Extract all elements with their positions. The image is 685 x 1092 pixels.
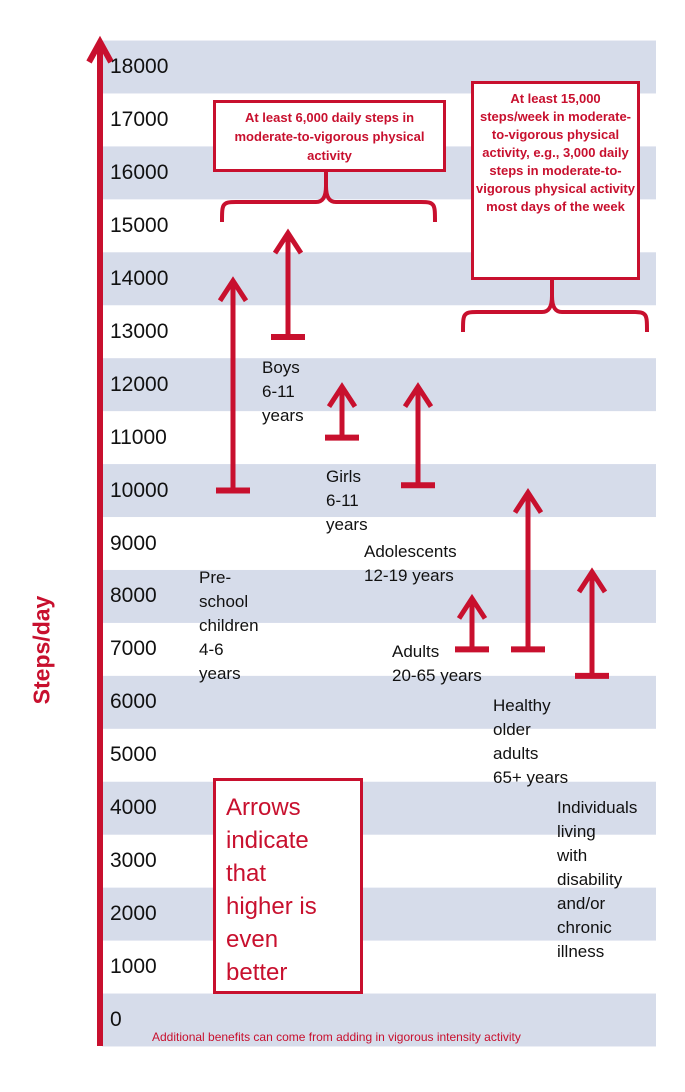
group-label — [199, 566, 259, 686]
y-tick-label: 14000 — [110, 266, 169, 290]
group-label-line: 20-65 years — [392, 666, 482, 685]
y-tick-label: 17000 — [110, 107, 169, 131]
group-label-line: older — [493, 720, 531, 739]
group-label — [262, 356, 304, 428]
range-arrow — [575, 572, 609, 676]
group-label-line: years — [199, 664, 241, 683]
group-label-line: Girls — [326, 467, 361, 486]
group-label — [557, 796, 637, 964]
y-tick-label: 18000 — [110, 55, 169, 78]
grid-band — [102, 464, 656, 517]
group-label-line: illness — [557, 942, 605, 961]
grid-band — [102, 358, 656, 411]
y-tick-label: 0 — [110, 1008, 122, 1031]
group-label-line: 6-11 — [262, 382, 295, 401]
footnote: Additional benefits can come from adding in vigorous intensity activity — [152, 1030, 521, 1044]
group-label-line: Adults — [392, 642, 440, 661]
arrows-note-line: higher is — [226, 893, 317, 920]
group-label — [326, 465, 368, 537]
y-tick-label: 1000 — [110, 955, 157, 979]
group-label-line: and/or — [557, 894, 606, 913]
group-label-line: Boys — [262, 358, 300, 377]
y-tick-label: 5000 — [110, 743, 157, 767]
y-tick-label: 9000 — [110, 531, 157, 555]
group-label-line: years — [262, 406, 304, 425]
group-label-line: 4-6 — [199, 640, 224, 659]
y-tick-label: 10000 — [110, 478, 169, 502]
y-tick-label: 12000 — [110, 372, 169, 396]
arrows-note-line: better — [226, 959, 288, 986]
group-label-line: adults — [493, 744, 539, 763]
grid-band — [102, 676, 656, 729]
arrows-note-line: that — [226, 860, 267, 887]
arrows-note-line: Arrows — [226, 794, 301, 821]
group-label-line: disability — [557, 870, 623, 889]
y-tick-label: 3000 — [110, 849, 157, 873]
y-tick-label: 11000 — [110, 425, 167, 449]
group-label-line: Pre- — [199, 568, 232, 587]
group-label — [392, 640, 482, 688]
group-label-line: chronic — [557, 918, 612, 937]
y-tick-label: 7000 — [110, 637, 157, 661]
group-label-line: with — [557, 846, 588, 865]
group-label-line: 6-11 — [326, 491, 359, 510]
y-tick-label: 15000 — [110, 213, 169, 237]
arrows-note-box — [213, 778, 363, 994]
y-tick-label: 13000 — [110, 319, 169, 343]
y-axis-label-wrap — [2, 500, 82, 800]
group-label-line: years — [326, 515, 368, 534]
group-label-line: living — [557, 822, 596, 841]
group-label-line: Healthy — [493, 696, 551, 715]
callout-6000-daily-steps: At least 6,000 daily steps in moderate-to-vigorous physical activity — [213, 100, 446, 172]
y-axis-label: Steps/day — [28, 595, 55, 705]
group-label-line: 65+ years — [493, 768, 569, 787]
group-label-line: Adolescents — [364, 542, 457, 561]
y-tick-label: 6000 — [110, 690, 157, 714]
group-label-line: school — [199, 592, 249, 611]
y-tick-label: 16000 — [110, 160, 169, 184]
arrows-note-line: even — [226, 926, 279, 953]
y-tick-label: 8000 — [110, 584, 157, 608]
group-label — [364, 540, 457, 588]
arrows-note-line: indicate — [226, 827, 309, 854]
group-label-line: Individuals — [557, 798, 638, 817]
y-tick-label: 4000 — [110, 796, 157, 820]
group-label-line: children — [199, 616, 259, 635]
group-label — [493, 694, 568, 790]
callout-15000-weekly-steps: At least 15,000 steps/week in moderate-to-vigorous physical activity, e.g., 3,000 daily steps in moderate-to-vigorous physical activity most days of the week — [471, 81, 640, 280]
y-tick-label: 2000 — [110, 902, 157, 926]
group-label-line: 12-19 years — [364, 566, 454, 585]
